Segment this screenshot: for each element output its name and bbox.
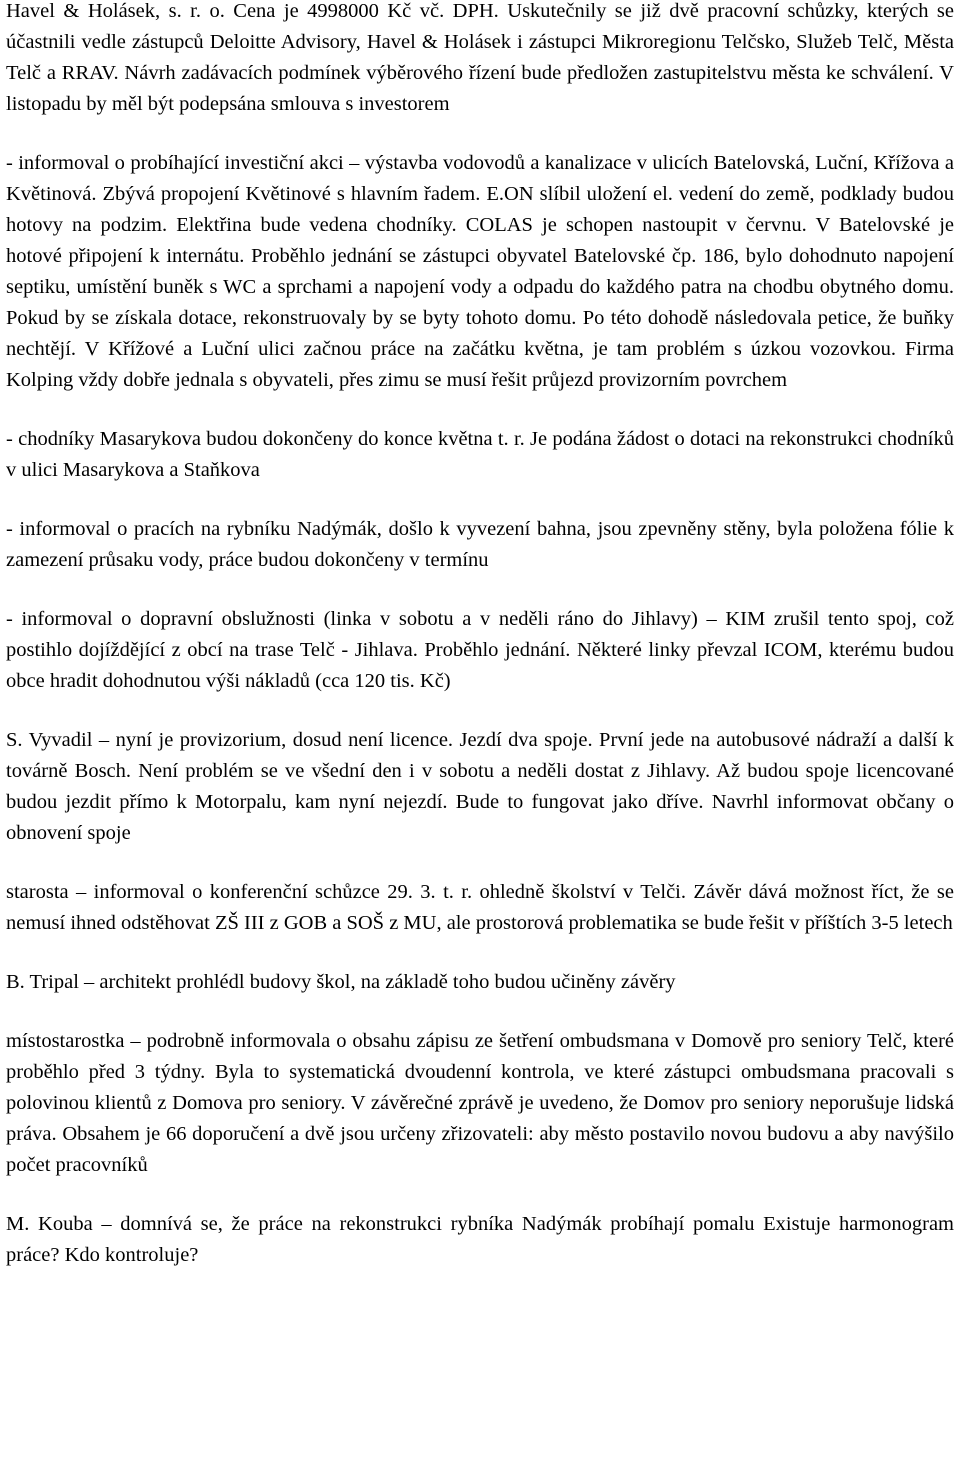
paragraph-tripal: B. Tripal – architekt prohlédl budovy škol, na základě toho budou učiněny závěry — [6, 971, 676, 993]
paragraph-spacer — [6, 486, 954, 514]
paragraph-water-sewer-works: - informoval o probíhající investiční akci – výstavba vodovodů a kanalizace v ulicích Batelovská, Luční, Křížova a Květinová. Zbývá propojení Květinové s hlavním řadem. E.ON slíbil uložení el. vedení do země, podklady budou hotovy na podzim. Elektřina bude vedena chodníky. COLAS je schopen nastoupit v červnu. V Batelovské je hotové připojení k internátu. Proběhlo jednání se zástupci obyvatel Batelovské čp. 186, bylo dohodnuto napojení septiku, umístění buněk s WC a sprchami a napojení vody a odpadu do každého patra na chodbu obytného domu. Pokud by se získala dotace, rekonstruovaly by se byty tohoto domu. Po této dohodě následovala petice, že buňky nechtějí. V Křížové a Luční ulici začnou práce na začátku května, je tam problém s úzkou vozovkou. Firma Kolping vždy dobře jednala s obyvateli, přes zimu se musí řešit průjezd provizorním povrchem — [6, 152, 954, 391]
paragraph-spacer — [6, 576, 954, 604]
paragraph-tender-havel-holasek: Havel & Holásek, s. r. o. Cena je 4998000 Kč vč. DPH. Uskutečnily se již dvě pracovní schůzky, kterých se účastnili vedle zástupců Deloitte Advisory, Havel & Holásek i zástupci Mikroregionu Telčsko, Služeb Telč, Města Telč a RRAV. Návrh zadávacích podmínek výběrového řízení bude předložen zastupitelstvu města ke schválení. V listopadu by měl být podepsána smlouva s investorem — [6, 0, 954, 115]
paragraph-spacer — [6, 849, 954, 877]
paragraph-deputy-mayor-ombudsman: místostarostka – podrobně informovala o obsahu zápisu ze šetření ombudsmana v Domově pro seniory Telč, které proběhlo před 3 týdny. Byla to systematická dvoudenní kontrola, ve které zástupci ombudsmana pracovali s polovinou klientů z Domova pro seniory. V závěrečné zprávě je uvedeno, že Domov pro seniory neporušuje lidská práva. Obsahem je 66 doporučení a dvě jsou určeny zřizovateli: aby město postavilo novou budovu a aby navýšilo počet pracovníků — [6, 1030, 954, 1176]
paragraph-sidewalks-masarykova: - chodníky Masarykova budou dokončeny do konce května t. r. Je podána žádost o dotaci na rekonstrukci chodníků v ulici Masarykova a Staňkova — [6, 428, 954, 481]
paragraph-transport-service: - informoval o dopravní obslužnosti (linka v sobotu a v neděli ráno do Jihlavy) – KIM zrušil tento spoj, což postihlo dojíždějící z obcí na trase Telč - Jihlava. Proběhlo jednání. Některé linky převzal ICOM, kterému budou obce hradit dohodnutou výši nákladů (cca 120 tis. Kč) — [6, 608, 954, 692]
paragraph-spacer — [6, 396, 954, 424]
paragraph-spacer — [6, 120, 954, 148]
paragraph-spacer — [6, 1181, 954, 1209]
paragraph-spacer — [6, 939, 954, 967]
paragraph-spacer — [6, 998, 954, 1026]
paragraph-vyvadil: S. Vyvadil – nyní je provizorium, dosud není licence. Jezdí dva spoje. První jede na autobusové nádraží a další k továrně Bosch. Není problém se ve všední den i v sobotu a neděli dostat z Jihlavy. Až budou spoje licencované budou jezdit přímo k Motorpalu, kam nyní nejezdí. Bude to fungovat jako dříve. Navrhl informovat občany o obnovení spoje — [6, 729, 954, 844]
paragraph-mayor-schools: starosta – informoval o konferenční schůzce 29. 3. t. r. ohledně školství v Telči. Závěr dává možnost říct, že se nemusí ihned odstěhovat ZŠ III z GOB a SOŠ z MU, ale prostorová problematika se bude řešit v příštích 3-5 letech — [6, 881, 954, 934]
paragraph-kouba: M. Kouba – domnívá se, že práce na rekonstrukci rybníka Nadýmák probíhají pomalu Existuje harmonogram práce? Kdo kontroluje? — [6, 1213, 954, 1266]
paragraph-pond-nadymak: - informoval o pracích na rybníku Nadýmák, došlo k vyvezení bahna, jsou zpevněny stěny, byla položena fólie k zamezení průsaku vody, práce budou dokončeny v termínu — [6, 518, 954, 571]
paragraph-spacer — [6, 697, 954, 725]
